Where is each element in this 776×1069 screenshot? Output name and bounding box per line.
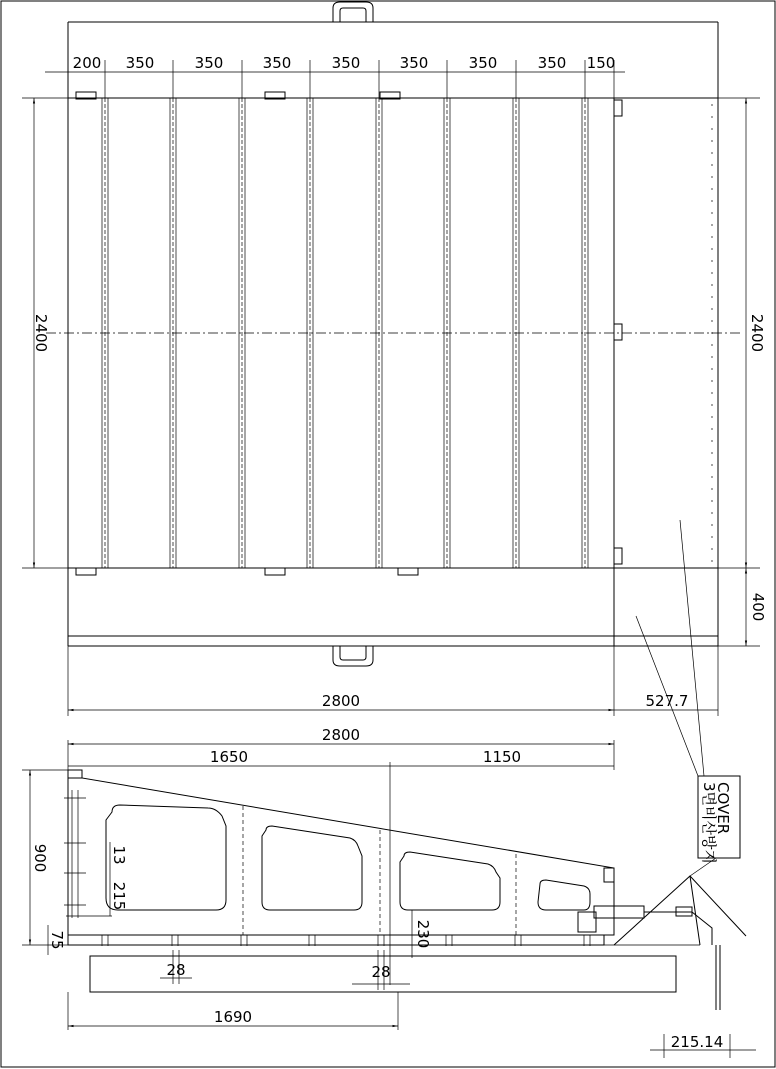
right-height-dimension (718, 98, 767, 646)
hydraulic-cylinder (578, 868, 746, 1010)
lightening-hole-2 (262, 826, 362, 910)
callout-text-cover: COVER (714, 782, 732, 835)
top-dim-350-7: 350 (537, 54, 567, 72)
section-body (68, 770, 614, 945)
top-dimension-chain (45, 54, 625, 98)
top-dim-350-5: 350 (399, 54, 429, 72)
top-dim-200: 200 (72, 54, 102, 72)
section-dim-28-right: 28 (371, 963, 391, 981)
right-dim-2400: 2400 (748, 313, 766, 353)
left-flange (64, 790, 112, 918)
plan-view (22, 2, 767, 716)
section-dim-1150: 1150 (482, 748, 522, 766)
bottom-bolts (99, 935, 593, 946)
top-dim-350-1: 350 (125, 54, 155, 72)
lugs (76, 92, 622, 575)
top-dim-150: 150 (586, 54, 616, 72)
top-dim-350-4: 350 (331, 54, 361, 72)
plan-dim-2800: 2800 (321, 692, 361, 710)
top-dim-350-3: 350 (262, 54, 292, 72)
lightening-hole-3 (400, 852, 500, 910)
section-dim-230: 230 (414, 919, 432, 949)
section-dim-1650: 1650 (209, 748, 249, 766)
section-dim-2800: 2800 (321, 726, 361, 744)
left-height-dimension (22, 98, 68, 568)
callout-text-korean: 3면비산방지 (700, 782, 718, 864)
section-dim-75: 75 (48, 930, 66, 950)
top-dim-350-2: 350 (194, 54, 224, 72)
plan-dim-527-7: 527.7 (645, 692, 689, 710)
right-dim-400: 400 (749, 592, 767, 622)
top-dim-350-6: 350 (468, 54, 498, 72)
section-dim-13: 13 (110, 845, 128, 865)
section-dim-28-left: 28 (166, 961, 186, 979)
section-view (22, 726, 756, 1058)
section-dim-900: 900 (31, 843, 49, 873)
top-lifting-hook (333, 2, 373, 22)
bottom-lifting-hook (333, 646, 373, 666)
section-dim-215: 215 (110, 881, 128, 911)
plan-width-dimension (68, 646, 718, 716)
lightening-hole-4 (538, 880, 590, 910)
section-dim-215-14: 215.14 (670, 1033, 724, 1051)
section-dim-1690: 1690 (213, 1008, 253, 1026)
left-dim-2400: 2400 (32, 313, 50, 353)
